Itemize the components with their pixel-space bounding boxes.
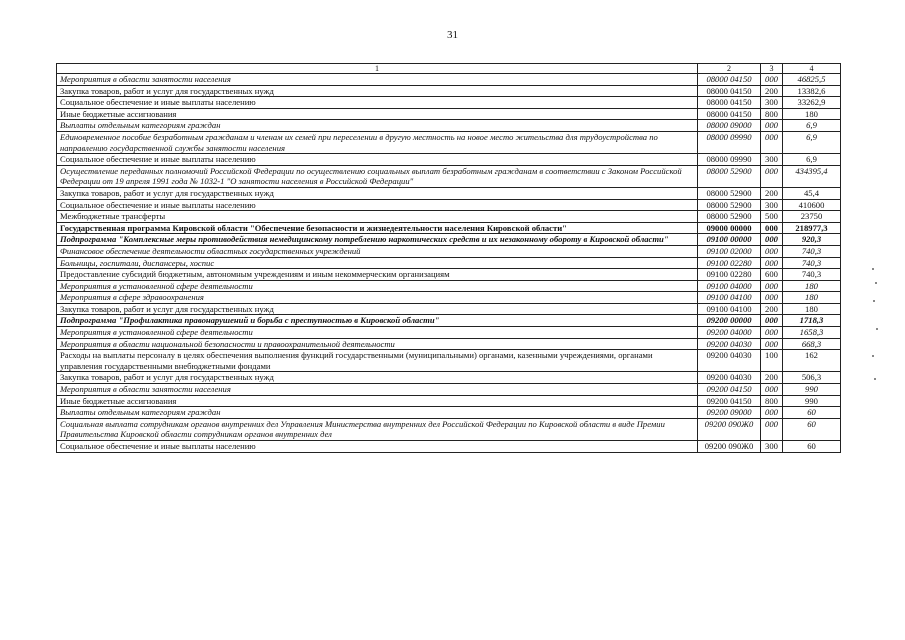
table-row xyxy=(57,234,841,246)
table-row xyxy=(57,327,841,339)
row-name: Социальное обеспечение и иные выплаты населению xyxy=(57,199,698,211)
row-group: 200 xyxy=(761,372,783,384)
row-group: 000 xyxy=(761,245,783,257)
row-amount: 506,3 xyxy=(783,372,841,384)
row-code: 08000 52900 xyxy=(698,211,761,223)
table-row xyxy=(57,257,841,269)
row-amount: 218977,3 xyxy=(783,222,841,234)
row-name: Социальное обеспечение и иные выплаты населению xyxy=(57,154,698,166)
row-amount: 668,3 xyxy=(783,338,841,350)
row-name: Расходы на выплаты персоналу в целях обеспечения выполнения функций государственными (муниципальными) органами, казенными учреждениями, органами управления государственными внебюджетными фондами xyxy=(57,350,698,372)
row-group: 300 xyxy=(761,97,783,109)
row-amount: 45,4 xyxy=(783,187,841,199)
table-row xyxy=(57,131,841,153)
table-row xyxy=(57,85,841,97)
table-row xyxy=(57,350,841,372)
row-name: Подпрограмма "Комплексные меры противодействия немедицинскому потреблению наркотических средств и их незаконному обороту в Кировской области" xyxy=(57,234,698,246)
row-code: 08000 04150 xyxy=(698,108,761,120)
scan-edge-marks xyxy=(870,260,880,390)
row-amount: 740,3 xyxy=(783,257,841,269)
table-row xyxy=(57,108,841,120)
row-name: Социальное обеспечение и иные выплаты населению xyxy=(57,441,698,453)
row-group: 000 xyxy=(761,418,783,440)
row-code: 08000 04150 xyxy=(698,85,761,97)
row-code: 09200 04030 xyxy=(698,350,761,372)
row-code: 09100 04100 xyxy=(698,303,761,315)
header-col-2: 2 xyxy=(698,64,761,74)
row-amount: 1718,3 xyxy=(783,315,841,327)
table-row xyxy=(57,395,841,407)
row-amount: 180 xyxy=(783,303,841,315)
row-group: 200 xyxy=(761,85,783,97)
row-group: 100 xyxy=(761,350,783,372)
row-group: 000 xyxy=(761,234,783,246)
row-group: 300 xyxy=(761,154,783,166)
row-name: Мероприятия в области занятости населения xyxy=(57,384,698,396)
row-group: 000 xyxy=(761,315,783,327)
page-number: 31 xyxy=(447,29,458,41)
table-row xyxy=(57,154,841,166)
row-amount: 740,3 xyxy=(783,245,841,257)
row-group: 000 xyxy=(761,338,783,350)
row-amount: 60 xyxy=(783,407,841,419)
row-amount: 180 xyxy=(783,108,841,120)
table-row xyxy=(57,338,841,350)
row-amount: 60 xyxy=(783,418,841,440)
row-group: 000 xyxy=(761,257,783,269)
row-group: 000 xyxy=(761,222,783,234)
table-row xyxy=(57,187,841,199)
row-code: 09100 02280 xyxy=(698,257,761,269)
row-name: Единовременное пособие безработным гражданам и членам их семей при переселении в другую местность на новое место жительства для трудоустройства по направлению государственной службы занятости населения xyxy=(57,131,698,153)
row-code: 08000 52900 xyxy=(698,187,761,199)
row-code: 09100 02000 xyxy=(698,245,761,257)
row-code: 09200 00000 xyxy=(698,315,761,327)
row-amount: 920,3 xyxy=(783,234,841,246)
row-group: 000 xyxy=(761,120,783,132)
row-amount: 180 xyxy=(783,280,841,292)
row-group: 500 xyxy=(761,211,783,223)
row-amount: 46825,5 xyxy=(783,74,841,86)
row-name: Социальное обеспечение и иные выплаты населению xyxy=(57,97,698,109)
row-code: 08000 04150 xyxy=(698,74,761,86)
row-name: Межбюджетные трансферты xyxy=(57,211,698,223)
row-name: Государственная программа Кировской области "Обеспечение безопасности и жизнедеятельности населения Кировской области" xyxy=(57,222,698,234)
header-col-1: 1 xyxy=(57,64,698,74)
row-amount: 740,3 xyxy=(783,269,841,281)
row-code: 09200 04150 xyxy=(698,384,761,396)
row-amount: 6,9 xyxy=(783,120,841,132)
row-amount: 990 xyxy=(783,395,841,407)
table-row xyxy=(57,303,841,315)
row-name: Иные бюджетные ассигнования xyxy=(57,395,698,407)
row-name: Закупка товаров, работ и услуг для государственных нужд xyxy=(57,187,698,199)
table-row xyxy=(57,211,841,223)
row-code: 09000 00000 xyxy=(698,222,761,234)
row-group: 300 xyxy=(761,199,783,211)
table-row xyxy=(57,245,841,257)
row-code: 09100 04100 xyxy=(698,292,761,304)
row-amount: 180 xyxy=(783,292,841,304)
row-name: Мероприятия в установленной сфере деятельности xyxy=(57,327,698,339)
row-name: Мероприятия в сфере здравоохранения xyxy=(57,292,698,304)
row-amount: 23750 xyxy=(783,211,841,223)
row-group: 000 xyxy=(761,384,783,396)
table-row xyxy=(57,292,841,304)
row-name: Социальная выплата сотрудникам органов внутренних дел Управления Министерства внутренних дел Российской Федерации по Кировской области в виде Премии Правительства Кировской области сотрудникам органов внутренних дел xyxy=(57,418,698,440)
table-row xyxy=(57,280,841,292)
header-col-4: 4 xyxy=(783,64,841,74)
row-name: Мероприятия в области национальной безопасности и правоохранительной деятельности xyxy=(57,338,698,350)
table-row xyxy=(57,97,841,109)
row-amount: 33262,9 xyxy=(783,97,841,109)
row-name: Иные бюджетные ассигнования xyxy=(57,108,698,120)
row-code: 09100 00000 xyxy=(698,234,761,246)
table-row xyxy=(57,407,841,419)
row-code: 08000 04150 xyxy=(698,97,761,109)
row-group: 000 xyxy=(761,280,783,292)
row-group: 000 xyxy=(761,292,783,304)
row-amount: 13382,6 xyxy=(783,85,841,97)
row-name: Финансовое обеспечение деятельности областных государственных учреждений xyxy=(57,245,698,257)
row-group: 000 xyxy=(761,74,783,86)
row-code: 09200 04030 xyxy=(698,338,761,350)
row-name: Закупка товаров, работ и услуг для государственных нужд xyxy=(57,372,698,384)
row-code: 09100 02280 xyxy=(698,269,761,281)
table-row xyxy=(57,199,841,211)
budget-table xyxy=(56,63,841,453)
table-row xyxy=(57,74,841,86)
row-code: 09200 04000 xyxy=(698,327,761,339)
header-col-3: 3 xyxy=(761,64,783,74)
row-code: 09200 090Ж0 xyxy=(698,441,761,453)
row-code: 09200 04030 xyxy=(698,372,761,384)
row-name: Осуществление переданных полномочий Российской Федерации по осуществлению социальных выплат безработным гражданам в соответствии с Законом Российской Федерации от 19 апреля 1991 года № 1032-1 "О занятости населения в Российской Федерации" xyxy=(57,165,698,187)
row-amount: 6,9 xyxy=(783,154,841,166)
row-code: 09200 09000 xyxy=(698,407,761,419)
table-row xyxy=(57,315,841,327)
row-code: 09100 04000 xyxy=(698,280,761,292)
row-name: Мероприятия в области занятости населения xyxy=(57,74,698,86)
row-group: 000 xyxy=(761,165,783,187)
row-amount: 60 xyxy=(783,441,841,453)
table-row xyxy=(57,372,841,384)
row-group: 800 xyxy=(761,108,783,120)
row-amount: 162 xyxy=(783,350,841,372)
row-code: 08000 52900 xyxy=(698,199,761,211)
row-group: 000 xyxy=(761,407,783,419)
row-group: 000 xyxy=(761,131,783,153)
row-amount: 990 xyxy=(783,384,841,396)
row-group: 600 xyxy=(761,269,783,281)
row-amount: 434395,4 xyxy=(783,165,841,187)
row-code: 08000 09990 xyxy=(698,154,761,166)
row-group: 000 xyxy=(761,327,783,339)
table-row xyxy=(57,441,841,453)
row-group: 300 xyxy=(761,441,783,453)
row-name: Выплаты отдельным категориям граждан xyxy=(57,120,698,132)
row-code: 08000 09990 xyxy=(698,131,761,153)
table-row xyxy=(57,165,841,187)
row-name: Мероприятия в установленной сфере деятельности xyxy=(57,280,698,292)
row-amount: 6,9 xyxy=(783,131,841,153)
row-group: 800 xyxy=(761,395,783,407)
row-name: Больницы, госпитали, диспансеры, хоспис xyxy=(57,257,698,269)
row-code: 09200 090Ж0 xyxy=(698,418,761,440)
row-name: Подпрограмма "Профилактика правонарушений и борьба с преступностью в Кировской области" xyxy=(57,315,698,327)
row-name: Закупка товаров, работ и услуг для государственных нужд xyxy=(57,85,698,97)
table-row xyxy=(57,269,841,281)
row-code: 08000 52900 xyxy=(698,165,761,187)
table-row xyxy=(57,418,841,440)
table-body xyxy=(57,74,841,453)
row-amount: 410600 xyxy=(783,199,841,211)
row-group: 200 xyxy=(761,187,783,199)
row-code: 08000 09000 xyxy=(698,120,761,132)
row-code: 09200 04150 xyxy=(698,395,761,407)
row-name: Предоставление субсидий бюджетным, автономным учреждениям и иным некоммерческим организациям xyxy=(57,269,698,281)
row-name: Закупка товаров, работ и услуг для государственных нужд xyxy=(57,303,698,315)
table-row xyxy=(57,384,841,396)
row-amount: 1658,3 xyxy=(783,327,841,339)
table-header-row xyxy=(57,64,841,74)
table-row xyxy=(57,120,841,132)
row-group: 200 xyxy=(761,303,783,315)
row-name: Выплаты отдельным категориям граждан xyxy=(57,407,698,419)
table-row xyxy=(57,222,841,234)
